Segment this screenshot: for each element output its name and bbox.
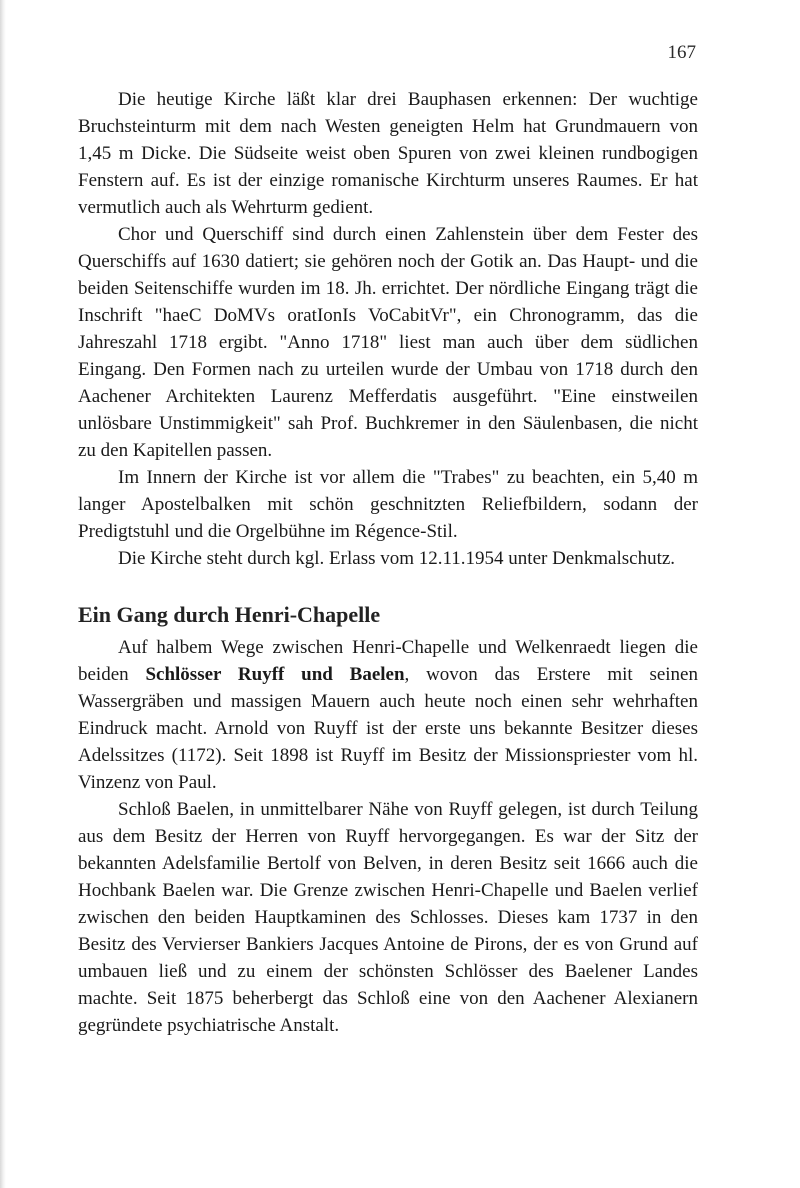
page-body bbox=[78, 86, 698, 1039]
schloesser-names-bold: Schlösser Ruyff und Baelen bbox=[145, 664, 405, 685]
schloesser-text-start: Auf halbem Wege zwischen Henri-Chapelle und Welkenraedt liegen die beiden bbox=[78, 637, 698, 685]
section-spacer bbox=[78, 572, 698, 600]
paragraph-denkmalschutz: Die Kirche steht durch kgl. Erlass vom 12.11.1954 unter Denkmalschutz. bbox=[118, 548, 676, 569]
schloesser-text-end: , wovon das Erstere mit seinen Wassergräben und massigen Mauern auch heute noch einen sehr wehrhaften Eindruck macht. Arnold von Ruyff ist der erste uns bekannte Besitzer dieses Adelssitzes (1172). Seit 1898 ist Ruyff im Besitz der Missionspriester vom hl. Vinzenz von Paul. bbox=[78, 664, 698, 793]
section-heading: Ein Gang durch Henri-Chapelle bbox=[78, 602, 381, 627]
paragraph-chor-querschiff: Chor und Querschiff sind durch einen Zahlenstein über dem Fester des Querschiffs auf 1630 datiert; sie gehören noch der Gotik an. Das Haupt- und die beiden Seitenschiffe wurden im 18. Jh. errichtet. Der nördliche Eingang trägt die Inschrift "haeC DoMVs oratIonIs VoCabitVr", ein Chronogramm, das die Jahreszahl 1718 ergibt. "Anno 1718" liest man auch über dem südlichen Eingang. Den Formen nach zu urteilen wurde der Umbau von 1718 durch den Aachener Architekten Laurenz Mefferdatis ausgeführt. "Eine einstweilen unlösbare Unstimmigkeit" sah Prof. Buchkremer in den Säulenbasen, die nicht zu den Kapitellen passen. bbox=[78, 224, 698, 461]
paragraph-schloss-baelen: Schloß Baelen, in unmittelbarer Nähe von Ruyff gelegen, ist durch Teilung aus dem Besitz der Herren von Ruyff hervorgegangen. Es war der Sitz der bekannten Adelsfamilie Bertolf von Belven, in deren Besitz seit 1666 auch die Hochbank Baelen war. Die Grenze zwischen Henri-Chapelle und Baelen verlief zwischen den beiden Hauptkaminen des Schlosses. Dieses kam 1737 in den Besitz des Vervierser Bankiers Jacques Antoine de Pirons, der es von Grund auf umbauen ließ und zu einem der schönsten Schlösser des Baelener Landes machte. Seit 1875 beherbergt das Schloß eine von den Aachener Alexianern gegründete psychiatrische Anstalt. bbox=[78, 799, 698, 1036]
paragraph-schloesser bbox=[78, 634, 698, 796]
page-number: 167 bbox=[667, 42, 696, 63]
scan-edge-shadow bbox=[0, 0, 6, 1188]
paragraph-innern-kirche: Im Innern der Kirche ist vor allem die "Trabes" zu beachten, ein 5,40 m langer Apostelbalken mit schön geschnitzten Reliefbildern, sodann der Predigtstuhl und die Orgelbühne im Régence-Stil. bbox=[78, 467, 698, 542]
paragraph-bauphasen: Die heutige Kirche läßt klar drei Bauphasen erkennen: Der wuchtige Bruchsteinturm mit dem nach Westen geneigten Helm hat Grundmauern von 1,45 m Dicke. Die Südseite weist oben Spuren von zwei kleinen rundbogigen Fenstern auf. Es ist der einzige romanische Kirchturm unseres Raumes. Er hat vermutlich auch als Wehrturm gedient. bbox=[78, 89, 698, 218]
